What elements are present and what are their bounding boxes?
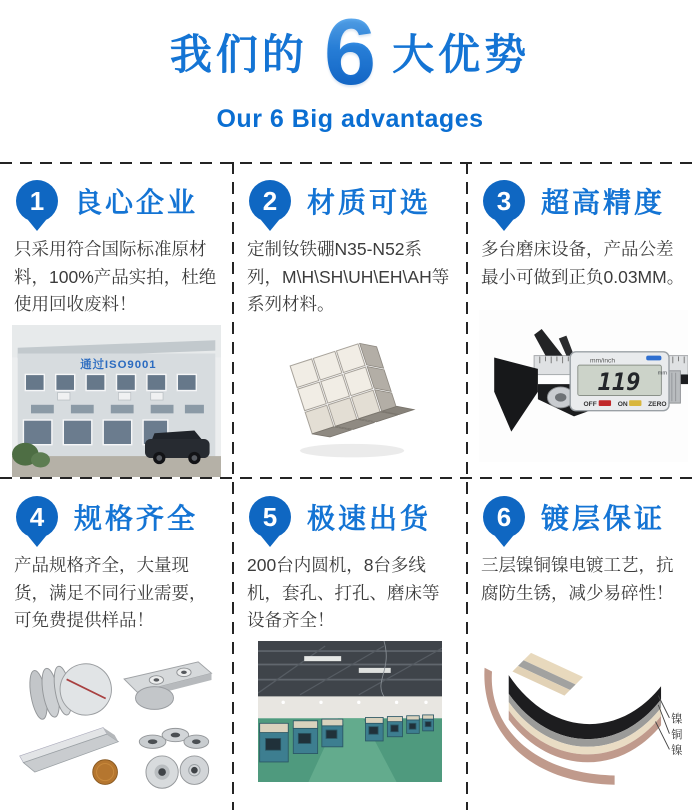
divider-vertical-1 bbox=[232, 162, 234, 810]
caliper-display-value: 119 bbox=[597, 367, 641, 396]
number-pin-badge bbox=[249, 180, 291, 222]
factory-building-photo bbox=[12, 325, 221, 477]
advantage-card-4 bbox=[0, 478, 233, 810]
card-title: 超高精度 bbox=[541, 187, 666, 218]
magnet-cubes-photo bbox=[258, 328, 443, 462]
number-pin-badge bbox=[483, 180, 525, 222]
card-description: 200台内圆机，8台多线机，套孔、打孔、磨床等设备齐全！ bbox=[247, 555, 440, 631]
caliper-mode-label: mm/inch bbox=[589, 357, 616, 365]
title-big-number: 6 bbox=[323, 0, 377, 104]
caliper-off-label: OFF bbox=[583, 400, 597, 408]
coating-layer-label-nickel-1: 镍 bbox=[671, 713, 683, 726]
iso-banner-text: 通过ISO9001 bbox=[80, 358, 157, 371]
number-pin-badge bbox=[16, 180, 58, 222]
caliper-on-label: ON bbox=[617, 400, 628, 408]
divider-top bbox=[0, 162, 700, 164]
card-title: 良心企业 bbox=[74, 187, 199, 218]
card-description: 三层镍铜镍电镀工艺，抗腐防生锈，减少易碎性！ bbox=[481, 555, 674, 603]
advantage-card-3 bbox=[467, 162, 700, 478]
badge-number: 2 bbox=[262, 185, 278, 216]
advantage-card-1 bbox=[0, 162, 233, 478]
card-title: 材质可选 bbox=[307, 187, 432, 218]
coating-layer-label-nickel-2: 镍 bbox=[671, 745, 683, 758]
magnet-assortment-photo bbox=[12, 641, 221, 801]
badge-number: 3 bbox=[496, 185, 512, 216]
card-description: 多台磨床设备，产品公差最小可做到正负0.03MM。 bbox=[481, 239, 685, 287]
card-title: 镀层保证 bbox=[541, 503, 666, 534]
badge-number: 1 bbox=[29, 185, 45, 216]
badge-number: 5 bbox=[262, 501, 278, 532]
number-pin-badge bbox=[16, 496, 58, 538]
divider-middle bbox=[0, 477, 700, 479]
workshop-photo bbox=[258, 641, 443, 782]
card-title: 规格齐全 bbox=[74, 503, 199, 534]
badge-number: 4 bbox=[29, 501, 45, 532]
number-pin-badge bbox=[249, 496, 291, 538]
divider-vertical-2 bbox=[466, 162, 468, 810]
coating-layers-diagram bbox=[479, 638, 688, 794]
advantage-card-6 bbox=[467, 478, 700, 810]
card-title: 极速出货 bbox=[307, 503, 432, 534]
card-description: 只采用符合国际标准原材料，100%产品实拍，杜绝使用回收废料！ bbox=[14, 239, 217, 315]
card-description: 定制钕铁硼N35-N52系列，M\H\SH\UH\EH\AH等系列材料。 bbox=[247, 239, 450, 315]
title-suffix: 大优势 bbox=[392, 31, 531, 79]
page-subtitle: Our 6 Big advantages bbox=[216, 104, 484, 133]
coating-layer-label-copper: 铜 bbox=[671, 729, 683, 742]
caliper-display-unit: mm bbox=[657, 370, 668, 377]
title-prefix: 我们的 bbox=[169, 31, 308, 79]
digital-caliper-photo bbox=[479, 310, 688, 462]
number-pin-badge bbox=[483, 496, 525, 538]
caliper-zero-label: ZERO bbox=[648, 400, 667, 408]
badge-number: 6 bbox=[496, 501, 512, 532]
advantages-grid bbox=[0, 162, 700, 810]
page-header bbox=[0, 0, 700, 162]
advantage-card-2 bbox=[233, 162, 467, 478]
page-title bbox=[169, 0, 531, 104]
card-description: 产品规格齐全，大量现货，满足不同行业需要，可免费提供样品！ bbox=[14, 555, 207, 631]
advantage-card-5 bbox=[233, 478, 467, 810]
